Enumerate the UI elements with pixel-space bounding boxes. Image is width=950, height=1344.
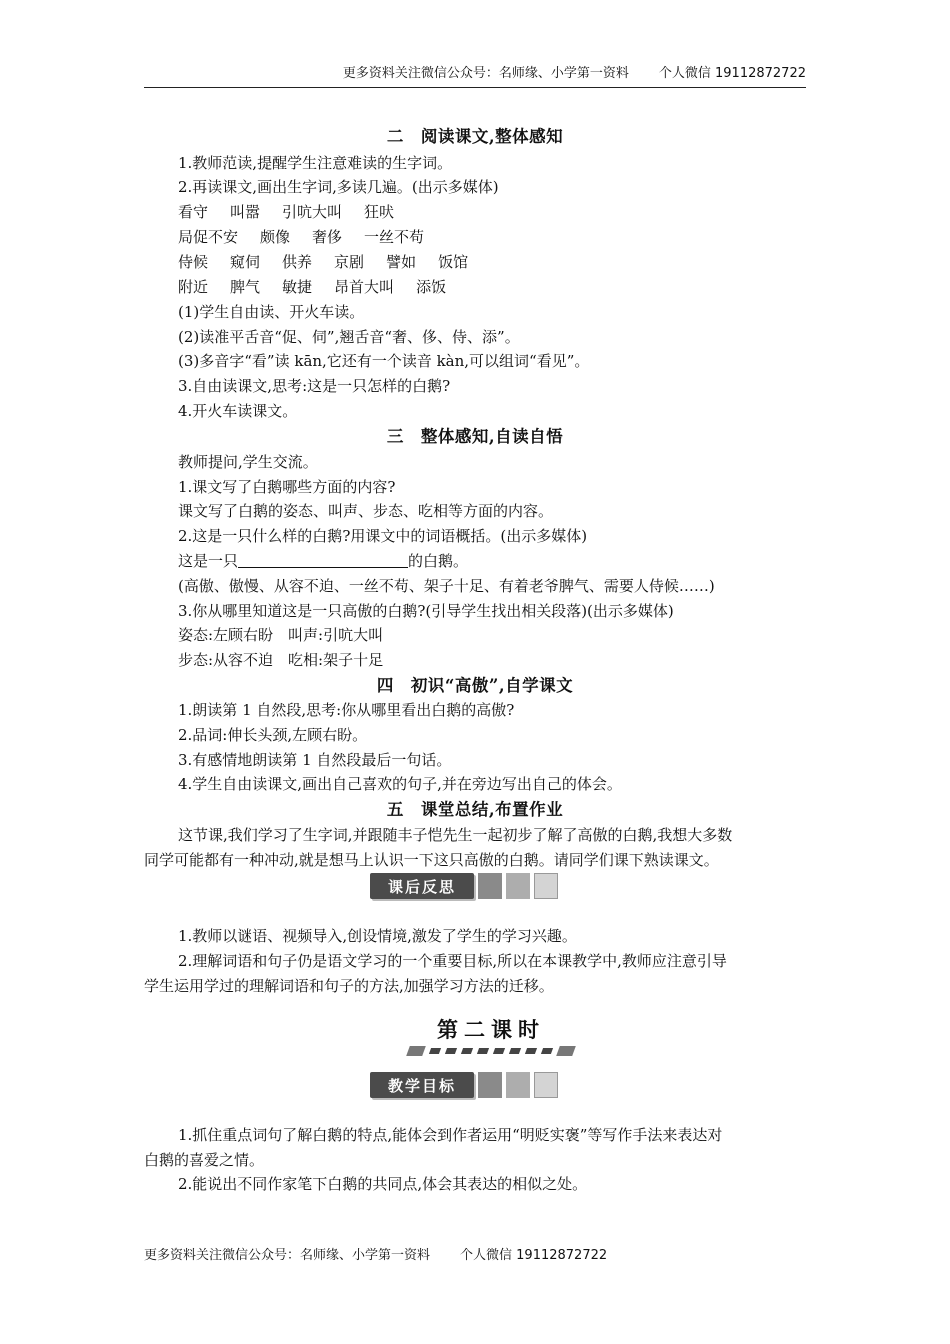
section2-p4: 4.开火车读课文。 (178, 402, 298, 420)
section4-p1: 1.朗读第 1 自然段,思考:你从哪里看出白鹅的高傲? (178, 701, 515, 719)
section4-p2: 2.品词:伸长头颈,左顾右盼。 (178, 726, 368, 744)
word: 一丝不苟 (364, 228, 425, 246)
section4-p4: 4.学生自由读课文,画出自己喜欢的句子,并在旁边写出自己的体会。 (178, 775, 622, 793)
word: 看守 (178, 203, 209, 221)
goals-banner (370, 1072, 558, 1098)
section4-title: 四 初识“高傲”,自学课文 (376, 676, 574, 695)
banner-square (534, 1072, 558, 1098)
fill-blank (238, 551, 408, 568)
word-row-1 (178, 200, 416, 224)
word-row-4 (178, 275, 468, 299)
section5-para-line2: 同学可能都有一种冲动,就是想马上认识一下这只高傲的白鹅。请同学们课下熟读课文。 (144, 851, 719, 869)
banner-square (534, 873, 558, 899)
section4-p3: 3.有感情地朗读第 1 自然段最后一句话。 (178, 751, 452, 769)
word: 附近 (178, 278, 209, 296)
section2-s1: (1)学生自由读、开火车读。 (178, 303, 365, 321)
word: 供养 (282, 253, 313, 271)
section3-fill-answer: (高傲、傲慢、从容不迫、一丝不苟、架子十足、有着老爷脾气、需要人侍候……) (178, 577, 715, 595)
word: 脾气 (230, 278, 261, 296)
header-right-text: 个人微信 19112872722 (658, 66, 806, 81)
goal-2: 2.能说出不同作家笔下白鹅的共同点,体会其表达的相似之处。 (178, 1175, 588, 1193)
word: 添饭 (416, 278, 447, 296)
goal-1-line2: 白鹅的喜爱之情。 (144, 1151, 265, 1169)
reflection-p2-line1: 2.理解词语和句子仍是语文学习的一个重要目标,所以在本课教学中,教师应注意引导 (178, 952, 727, 970)
lesson2-title: 第二课时 (437, 1018, 545, 1042)
lesson2-decoration (396, 1046, 586, 1056)
section2-s3: (3)多音字“看”读 kān,它还有一个读音 kàn,可以组词“看见”。 (178, 352, 590, 370)
section3-fill (178, 549, 468, 573)
section2-p1: 1.教师范读,提醒学生注意难读的生字词。 (178, 154, 453, 172)
word: 饭馆 (438, 253, 469, 271)
word: 侍候 (178, 253, 209, 271)
word: 奢侈 (312, 228, 343, 246)
section2-p2: 2.再读课文,画出生字词,多读几遍。(出示多媒体) (178, 178, 499, 196)
section3-r1: 姿态:左顾右盼 叫声:引吭大叫 (178, 626, 384, 644)
page-footer (144, 1246, 607, 1266)
reflection-p2-line2: 学生运用学过的理解词语和句子的方法,加强学习方法的迁移。 (144, 977, 554, 995)
section3-intro: 教师提问,学生交流。 (178, 453, 318, 471)
footer-right-text: 个人微信 19112872722 (460, 1248, 608, 1263)
banner-square (506, 873, 530, 899)
word: 叫嚣 (230, 203, 261, 221)
reflection-p1: 1.教师以谜语、视频导入,创设情境,激发了学生的学习兴趣。 (178, 927, 577, 945)
banner-square (506, 1072, 530, 1098)
banner-square (478, 873, 502, 899)
reflection-label: 课后反思 (370, 873, 474, 899)
section3-q1: 1.课文写了白鹅哪些方面的内容? (178, 478, 396, 496)
fill-prefix: 这是一只 (178, 552, 239, 570)
section3-q2: 2.这是一只什么样的白鹅?用课文中的词语概括。(出示多媒体) (178, 527, 588, 545)
section2-s2: (2)读准平舌音“促、伺”,翘舌音“奢、侈、侍、添”。 (178, 328, 520, 346)
word: 狂吠 (364, 203, 395, 221)
section3-a1: 课文写了白鹅的姿态、叫声、步态、吃相等方面的内容。 (178, 502, 554, 520)
section2-title: 二 阅读课文,整体感知 (386, 127, 564, 146)
section2-p3: 3.自由读课文,思考:这是一只怎样的白鹅? (178, 377, 451, 395)
word: 敏捷 (282, 278, 313, 296)
word: 颇像 (260, 228, 291, 246)
word: 引吭大叫 (282, 203, 343, 221)
page-header (144, 64, 806, 88)
word: 窥伺 (230, 253, 261, 271)
goal-1-line1: 1.抓住重点词句了解白鹅的特点,能体会到作者运用“明贬实褒”等写作手法来表达对 (178, 1126, 723, 1144)
word-row-3 (178, 250, 490, 274)
word: 昂首大叫 (334, 278, 395, 296)
lesson2-heading (396, 1016, 586, 1056)
section3-r2: 步态:从容不迫 吃相:架子十足 (178, 651, 384, 669)
footer-left-text: 更多资料关注微信公众号：名师缘、小学第一资料 (144, 1248, 431, 1263)
reflection-banner (370, 873, 558, 899)
section5-title: 五 课堂总结,布置作业 (386, 800, 564, 819)
section3-q3: 3.你从哪里知道这是一只高傲的白鹅?(引导学生找出相关段落)(出示多媒体) (178, 602, 674, 620)
goals-label: 教学目标 (370, 1072, 474, 1098)
word-row-2 (178, 225, 446, 249)
word: 譬如 (386, 253, 417, 271)
header-left-text: 更多资料关注微信公众号：名师缘、小学第一资料 (342, 66, 629, 81)
banner-square (478, 1072, 502, 1098)
section3-title: 三 整体感知,自读自悟 (386, 427, 564, 446)
word: 京剧 (334, 253, 365, 271)
fill-suffix: 的白鹅。 (408, 552, 469, 570)
word: 局促不安 (178, 228, 239, 246)
section5-para-line1: 这节课,我们学习了生字词,并跟随丰子恺先生一起初步了解了高傲的白鹅,我想大多数 (178, 826, 733, 844)
